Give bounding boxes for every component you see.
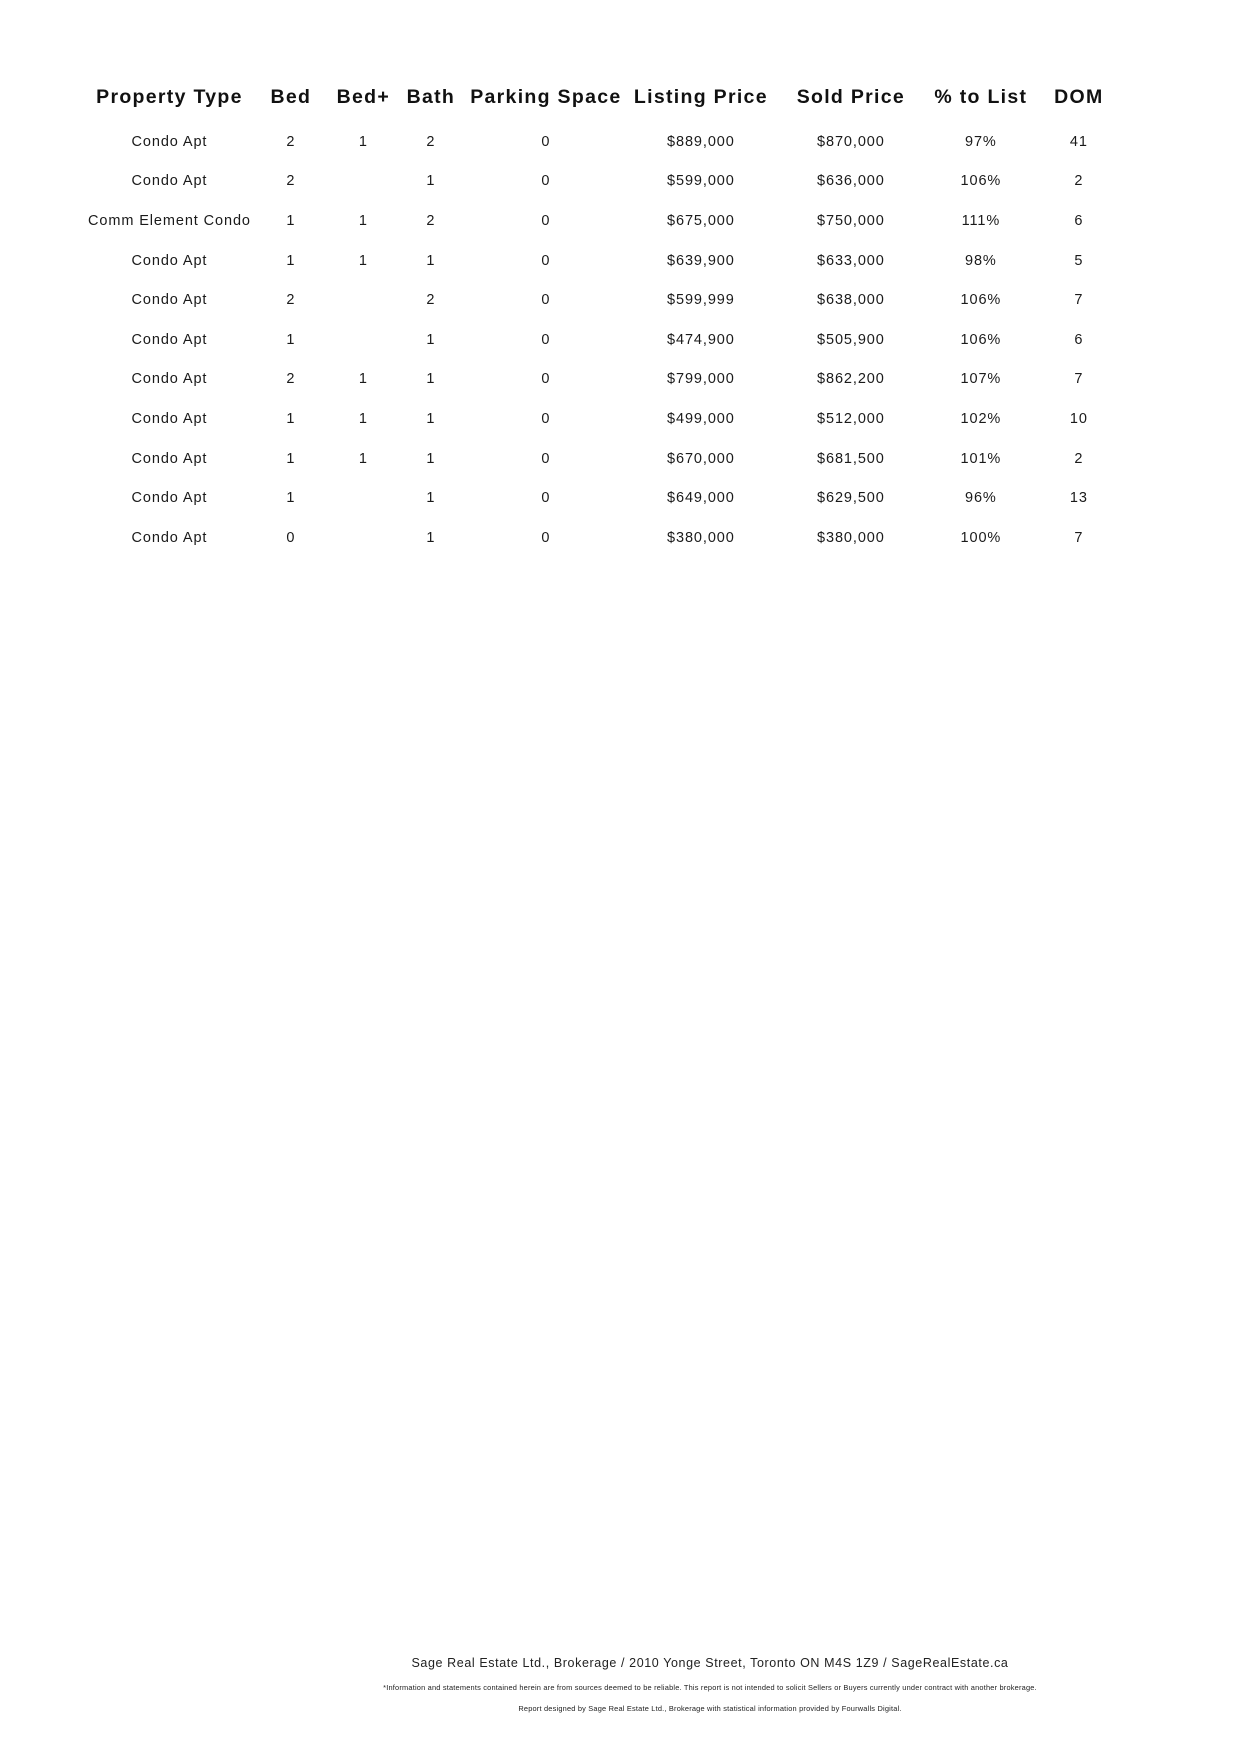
cell-parking: 0 [541,450,551,467]
cell-bed: 1 [286,252,296,269]
cell-property-type: Comm Element Condo [88,212,251,229]
cell-parking: 0 [541,331,551,348]
cell-listing-price: $599,999 [667,292,735,309]
cell-bed: 1 [286,331,296,348]
table-row [88,360,1122,400]
cell-bed-plus: 1 [358,212,368,229]
cell-bed-plus [331,478,396,518]
cell-property-type: Condo Apt [131,450,208,467]
header-dom: DOM [1054,85,1104,108]
cell-bath: 1 [426,331,436,348]
cell-dom: 13 [1069,490,1088,507]
cell-bed-plus: 1 [358,133,368,150]
cell-bath: 1 [426,450,436,467]
cell-parking: 0 [541,529,551,546]
cell-pct-to-list: 100% [960,529,1002,546]
cell-bed: 1 [286,450,296,467]
cell-bed: 0 [286,529,296,546]
cell-listing-price: $799,000 [667,371,735,388]
cell-listing-price: $670,000 [667,450,735,467]
cell-dom: 10 [1069,410,1088,427]
cell-bed: 2 [286,173,296,190]
cell-sold-price: $870,000 [817,133,885,150]
cell-bed: 1 [286,212,296,229]
cell-bed: 1 [286,410,296,427]
cell-bed-plus: 1 [358,450,368,467]
cell-sold-price: $862,200 [817,371,885,388]
cell-listing-price: $380,000 [667,529,735,546]
cell-dom: 5 [1074,252,1084,269]
cell-bath: 1 [426,529,436,546]
cell-bed: 2 [286,371,296,388]
cell-dom: 7 [1074,292,1084,309]
cell-parking: 0 [541,212,551,229]
table-row [88,280,1122,320]
cell-property-type: Condo Apt [131,292,208,309]
cell-bed: 2 [286,292,296,309]
sold-listings-table [88,80,1122,558]
cell-bath: 2 [426,212,436,229]
table-row [88,320,1122,360]
cell-bath: 2 [426,133,436,150]
header-sold-price: Sold Price [796,85,906,108]
cell-pct-to-list: 98% [965,252,997,269]
cell-dom: 6 [1074,331,1084,348]
cell-listing-price: $639,900 [667,252,735,269]
cell-parking: 0 [541,133,551,150]
cell-dom: 41 [1069,133,1088,150]
cell-pct-to-list: 97% [965,133,997,150]
header-bed-plus: Bed+ [336,85,391,108]
cell-listing-price: $649,000 [667,490,735,507]
cell-dom: 6 [1074,212,1084,229]
table-row [88,201,1122,241]
cell-bath: 1 [426,410,436,427]
table-row [88,162,1122,202]
cell-dom: 7 [1074,371,1084,388]
cell-sold-price: $380,000 [817,529,885,546]
cell-property-type: Condo Apt [131,490,208,507]
cell-sold-price: $505,900 [817,331,885,348]
cell-pct-to-list: 96% [965,490,997,507]
cell-parking: 0 [541,173,551,190]
cell-listing-price: $889,000 [667,133,735,150]
cell-bath: 1 [426,173,436,190]
cell-property-type: Condo Apt [131,133,208,150]
cell-sold-price: $629,500 [817,490,885,507]
cell-sold-price: $512,000 [817,410,885,427]
cell-bed: 1 [286,490,296,507]
cell-bed-plus [331,320,396,360]
cell-parking: 0 [541,292,551,309]
table-header-row [88,80,1122,114]
table-row [88,478,1122,518]
cell-parking: 0 [541,252,551,269]
cell-bed: 2 [286,133,296,150]
cell-pct-to-list: 106% [960,173,1002,190]
cell-bed-plus: 1 [358,371,368,388]
footer-credit: Report designed by Sage Real Estate Ltd., Brokerage with statistical information provided by Fourwalls Digital. [518,1704,902,1713]
header-pct-to-list: % to List [934,85,1028,108]
cell-parking: 0 [541,490,551,507]
cell-bed-plus: 1 [358,410,368,427]
cell-bath: 2 [426,292,436,309]
cell-dom: 2 [1074,173,1084,190]
cell-listing-price: $675,000 [667,212,735,229]
cell-pct-to-list: 106% [960,331,1002,348]
cell-property-type: Condo Apt [131,371,208,388]
cell-bed-plus [331,518,396,558]
cell-bed-plus [331,280,396,320]
cell-property-type: Condo Apt [131,529,208,546]
cell-parking: 0 [541,371,551,388]
cell-pct-to-list: 102% [960,410,1002,427]
table-row [88,399,1122,439]
cell-pct-to-list: 111% [961,212,1001,229]
cell-bed-plus [331,162,396,202]
cell-listing-price: $599,000 [667,173,735,190]
table-row [88,241,1122,281]
header-listing-price: Listing Price [633,85,768,108]
cell-pct-to-list: 101% [960,450,1002,467]
table-row [88,122,1122,162]
table-row [88,439,1122,479]
cell-listing-price: $474,900 [667,331,735,348]
cell-pct-to-list: 106% [960,292,1002,309]
cell-sold-price: $633,000 [817,252,885,269]
cell-sold-price: $638,000 [817,292,885,309]
cell-pct-to-list: 107% [960,371,1002,388]
cell-dom: 7 [1074,529,1084,546]
header-bed: Bed [270,85,312,108]
cell-sold-price: $750,000 [817,212,885,229]
cell-bath: 1 [426,252,436,269]
footer-disclaimer: *Information and statements contained herein are from sources deemed to be reliable. This report is not intended to solicit Sellers or Buyers currently under contract with another brokerage. [383,1683,1037,1692]
cell-property-type: Condo Apt [131,331,208,348]
header-parking-space: Parking Space [470,85,622,108]
cell-bath: 1 [426,371,436,388]
table-row [88,518,1122,558]
cell-sold-price: $681,500 [817,450,885,467]
cell-property-type: Condo Apt [131,252,208,269]
cell-sold-price: $636,000 [817,173,885,190]
cell-bath: 1 [426,490,436,507]
cell-dom: 2 [1074,450,1084,467]
footer-address: Sage Real Estate Ltd., Brokerage / 2010 Yonge Street, Toronto ON M4S 1Z9 / SageRealEstate.ca [411,1656,1009,1670]
cell-parking: 0 [541,410,551,427]
cell-listing-price: $499,000 [667,410,735,427]
header-bath: Bath [406,85,456,108]
header-property-type: Property Type [96,85,243,108]
cell-property-type: Condo Apt [131,410,208,427]
cell-property-type: Condo Apt [131,173,208,190]
cell-bed-plus: 1 [358,252,368,269]
